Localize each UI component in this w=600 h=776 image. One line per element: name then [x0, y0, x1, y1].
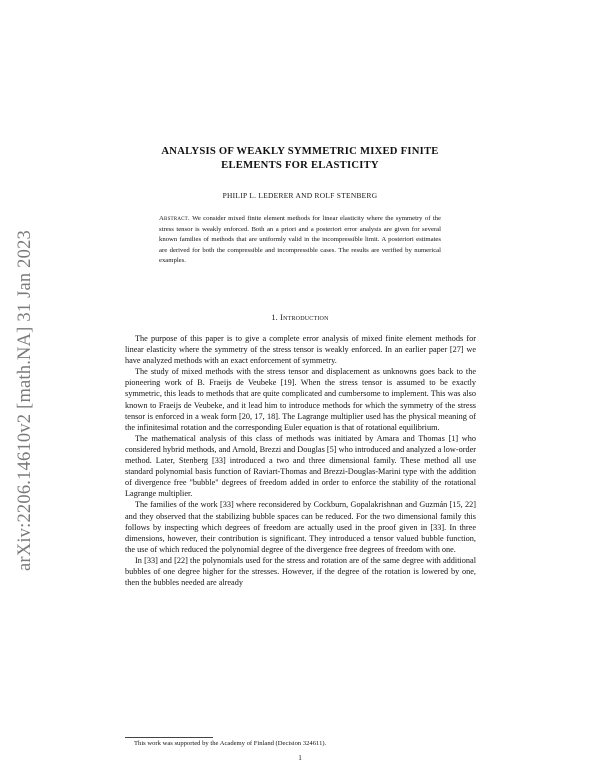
section-heading [120, 313, 480, 322]
abstract-label: Abstract. [159, 215, 190, 222]
paragraph: The families of the work [33] where reconsidered by Cockburn, Gopalakrishnan and Guzmán [15, 22] and they observed that the stabilizing bubble spaces can be reduced. For the two dimensional family this follows by inspecting which degrees of freedom are actually used in the proof given in [33]. In three dimensions, however, their contribution is significant. They introduced a tensor valued bubble function, the use of which reduced the polynomial degree of the divergence free degrees of freedom with one. [125, 500, 476, 554]
paper-authors: PHILIP L. LEDERER AND ROLF STENBERG [222, 191, 378, 200]
paragraph: The mathematical analysis of this class of methods was initiated by Amara and Thomas [1] who considered hybrid methods, and Arnold, Brezzi and Douglas [5] who introduced and analyzed a low-order method. Later, Stenberg [33] introduced a two and three dimensional family. These method all use standard polynomial basis function of Raviart-Thomas and Brezzi-Douglas-Marini type with the addition of divergence free "bubble" degrees of freedom added in order to enforce the stability of the rotational Lagrange multiplier. [125, 433, 476, 499]
page-number: 1 [298, 754, 302, 762]
paragraph: The study of mixed methods with the stress tensor and displacement as unknowns goes back to the pioneering work of B. Fraeijs de Veubeke [19]. When the stress tensor is assumed to be exactly symmetric, this leads to methods that are quite complicated and cumbersome to implement. This was also known to Fraeijs de Veubeke, and it lead him to introduce methods for which the symmetry of the stress tensor is enforced in a weak form [20, 17, 18]. The Lagrange multiplier used has the physical meaning of the infinitesimal rotation and the corresponding Euler equation is that of rotational equilibrium. [125, 367, 476, 432]
paper-title [120, 145, 480, 173]
abstract-text: We consider mixed finite element methods for linear elasticity where the symmetry of the stress tensor is weakly enforced. Both an a priori and a posteriori error analysis are given for several known families of methods that are uniformly valid in the incompressible limit. A posteriori estimates are derived for both the compressible and incompressible cases. The results are verified by numerical examples. [159, 215, 441, 264]
paper-title-line-1: ANALYSIS OF WEAKLY SYMMETRIC MIXED FINITE [161, 146, 439, 157]
abstract [159, 214, 441, 267]
paragraph: The purpose of this paper is to give a complete error analysis of mixed finite element methods for linear elasticity where the symmetry of the stress tensor is weakly enforced. In an earlier paper [27] we have analyzed methods with an exact enforcement of symmetry. [125, 334, 476, 366]
body-text [125, 333, 476, 588]
paragraph: In [33] and [22] the polynomials used for the stress and rotation are of the same degree with additional bubbles of one degree higher for the stresses. However, if the degree of the rotation is lowered by one, then the bubbles needed are already [125, 555, 476, 588]
section-title: Introduction [280, 313, 329, 322]
footnote: This work was supported by the Academy of Finland (Decision 324611). [134, 740, 327, 747]
arxiv-identifier-stamp [10, 200, 40, 600]
footnote-divider [125, 737, 213, 738]
paper-title-line-2: ELEMENTS FOR ELASTICITY [221, 160, 379, 171]
arxiv-identifier-text: arXiv:2206.14610v2 [math.NA] 31 Jan 2023 [14, 229, 35, 571]
section-number: 1. [271, 313, 278, 322]
